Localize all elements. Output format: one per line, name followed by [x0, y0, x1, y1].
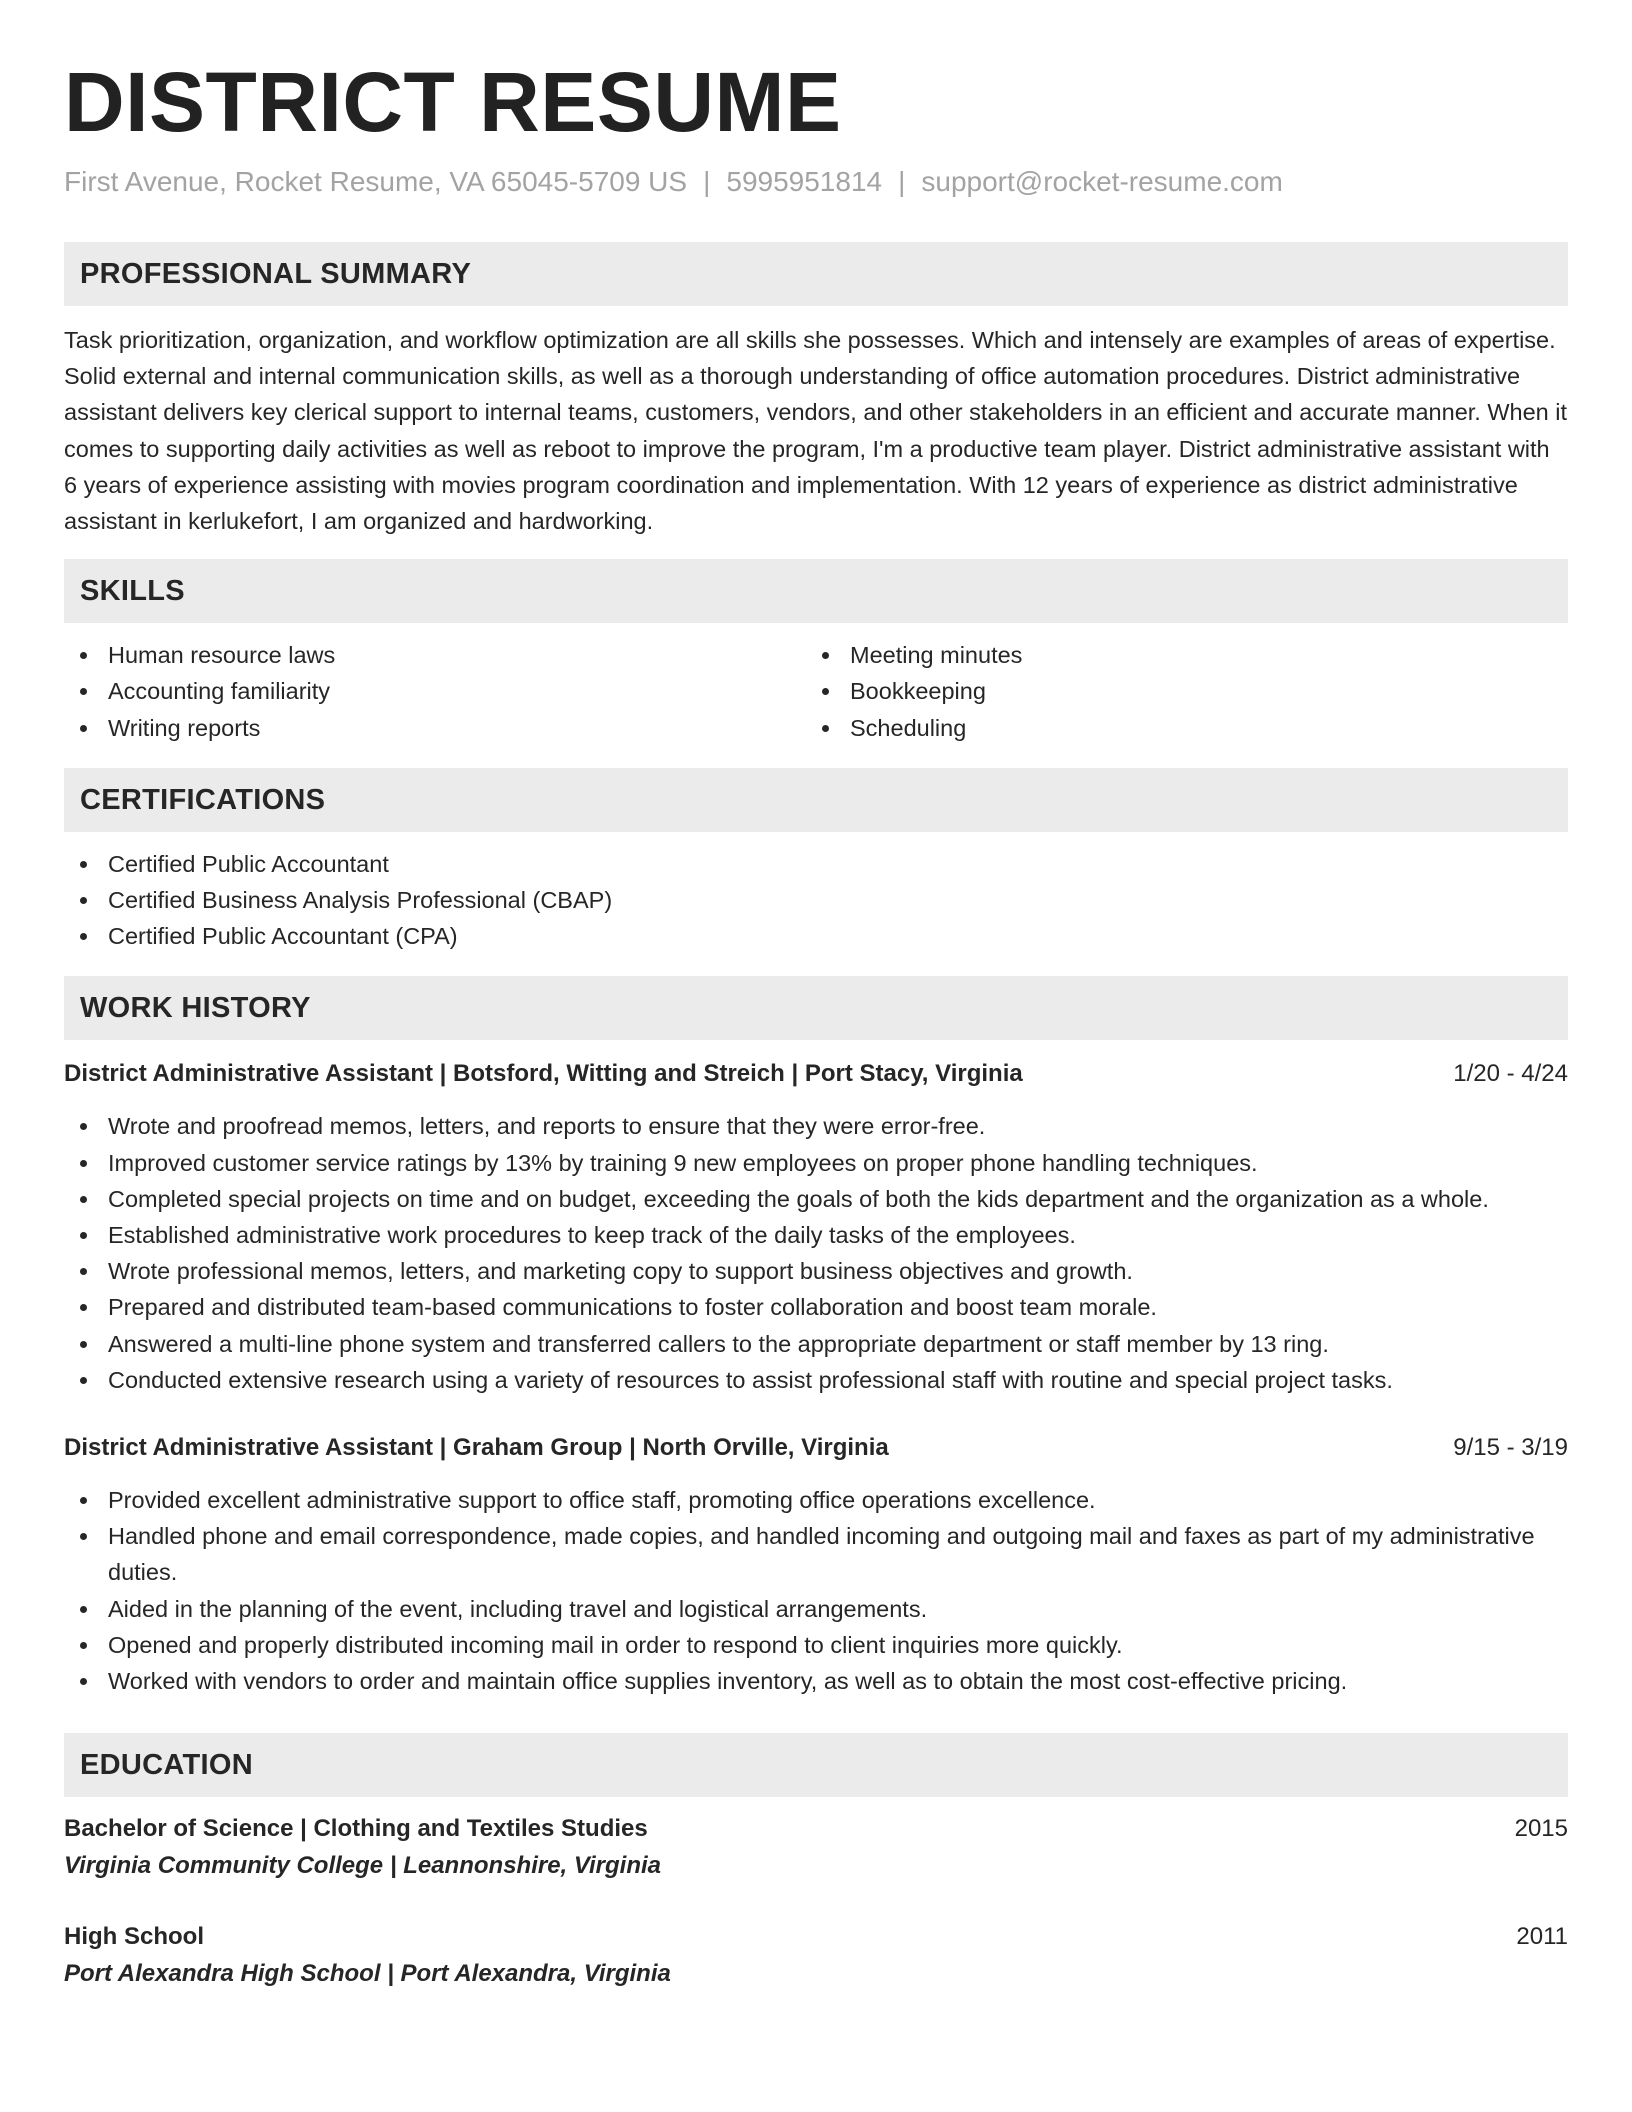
contact-phone: 5995951814 [726, 166, 883, 197]
contact-address: First Avenue, Rocket Resume, VA 65045-5709 US [64, 166, 688, 197]
job-entry [64, 1056, 1568, 1398]
skill-item: Writing reports [64, 710, 806, 746]
skill-item: Meeting minutes [806, 637, 1548, 673]
job-bullet: Answered a multi-line phone system and transferred callers to the appropriate department or staff member by 13 ring. [64, 1326, 1568, 1362]
certification-item: Certified Public Accountant (CPA) [64, 918, 1568, 954]
job-header [64, 1430, 1568, 1466]
resume-page [64, 0, 1568, 1993]
education-school: Virginia Community College | Leannonshire, Virginia [64, 1852, 662, 1880]
skill-item: Bookkeeping [806, 673, 1548, 709]
section-header-certifications: CERTIFICATIONS [64, 768, 1568, 832]
contact-line [64, 162, 1568, 202]
education-header [64, 1811, 1568, 1847]
job-header [64, 1056, 1568, 1092]
job-bullet: Prepared and distributed team-based communications to foster collaboration and boost team morale. [64, 1289, 1568, 1325]
job-bullet: Completed special projects on time and on budget, exceeding the goals of both the kids department and the organization as a whole. [64, 1181, 1568, 1217]
job-bullet: Opened and properly distributed incoming mail in order to respond to client inquiries more quickly. [64, 1627, 1568, 1663]
education-school: Port Alexandra High School | Port Alexandra, Virginia [64, 1960, 671, 1988]
skill-item: Human resource laws [64, 637, 806, 673]
contact-separator: | [703, 166, 711, 197]
education-header [64, 1919, 1568, 1955]
education-year: 2015 [1514, 1815, 1568, 1843]
education-degree: High School [64, 1923, 204, 1951]
education-degree: Bachelor of Science | Clothing and Textiles Studies [64, 1815, 648, 1843]
section-header-education: EDUCATION [64, 1733, 1568, 1797]
job-bullet: Worked with vendors to order and maintain office supplies inventory, as well as to obtain the most cost-effective pricing. [64, 1663, 1568, 1699]
job-dates: 9/15 - 3/19 [1453, 1434, 1568, 1462]
job-bullet: Established administrative work procedures to keep track of the daily tasks of the employees. [64, 1217, 1568, 1253]
section-header-skills: SKILLS [64, 559, 1568, 623]
certification-item: Certified Public Accountant [64, 846, 1568, 882]
education-year: 2011 [1516, 1923, 1568, 1951]
job-bullets [64, 1108, 1568, 1398]
summary-text: Task prioritization, organization, and workflow optimization are all skills she possesses. Which and intensely are examples of areas of expertise. Solid external and internal communication skills, as well as a thorough understanding of office automation procedures. District administrative assistant delivers key clerical support to internal teams, customers, vendors, and other stakeholders in an efficient and accurate manner. When it comes to supporting daily activities as well as reboot to improve the program, I'm a productive team player. District administrative assistant with 6 years of experience assisting with movies program coordination and implementation. With 12 years of experience as district administrative assistant in kerlukefort, I am organized and hardworking. [64, 327, 1568, 535]
resume-name: DISTRICT RESUME [64, 55, 842, 149]
job-title: District Administrative Assistant | Graham Group | North Orville, Virginia [64, 1434, 889, 1462]
job-bullet: Improved customer service ratings by 13% by training 9 new employees on proper phone handling techniques. [64, 1145, 1568, 1181]
job-bullet: Wrote professional memos, letters, and marketing copy to support business objectives and growth. [64, 1253, 1568, 1289]
job-bullets [64, 1482, 1568, 1699]
certifications-list [64, 846, 1568, 955]
job-entry [64, 1430, 1568, 1699]
job-bullet: Aided in the planning of the event, including travel and logistical arrangements. [64, 1591, 1568, 1627]
job-bullet: Handled phone and email correspondence, made copies, and handled incoming and outgoing mail and faxes as part of my administrative duties. [64, 1518, 1568, 1590]
contact-email: support@rocket-resume.com [921, 166, 1283, 197]
skill-item: Scheduling [806, 710, 1548, 746]
section-header-work-history: WORK HISTORY [64, 976, 1568, 1040]
skill-item: Accounting familiarity [64, 673, 806, 709]
skills-column-right [806, 637, 1548, 746]
skills-column-left [64, 637, 806, 746]
education-entry [64, 1919, 1568, 1993]
contact-separator: | [898, 166, 906, 197]
job-bullet: Provided excellent administrative support to office staff, promoting office operations excellence. [64, 1482, 1568, 1518]
job-bullet: Wrote and proofread memos, letters, and reports to ensure that they were error-free. [64, 1108, 1568, 1144]
education-entry [64, 1811, 1568, 1885]
job-dates: 1/20 - 4/24 [1453, 1060, 1568, 1088]
skills-list [64, 637, 1568, 746]
job-title: District Administrative Assistant | Botsford, Witting and Streich | Port Stacy, Virginia [64, 1060, 1023, 1088]
section-header-summary: PROFESSIONAL SUMMARY [64, 242, 1568, 306]
certification-item: Certified Business Analysis Professional (CBAP) [64, 882, 1568, 918]
job-bullet: Conducted extensive research using a variety of resources to assist professional staff with routine and special project tasks. [64, 1362, 1568, 1398]
